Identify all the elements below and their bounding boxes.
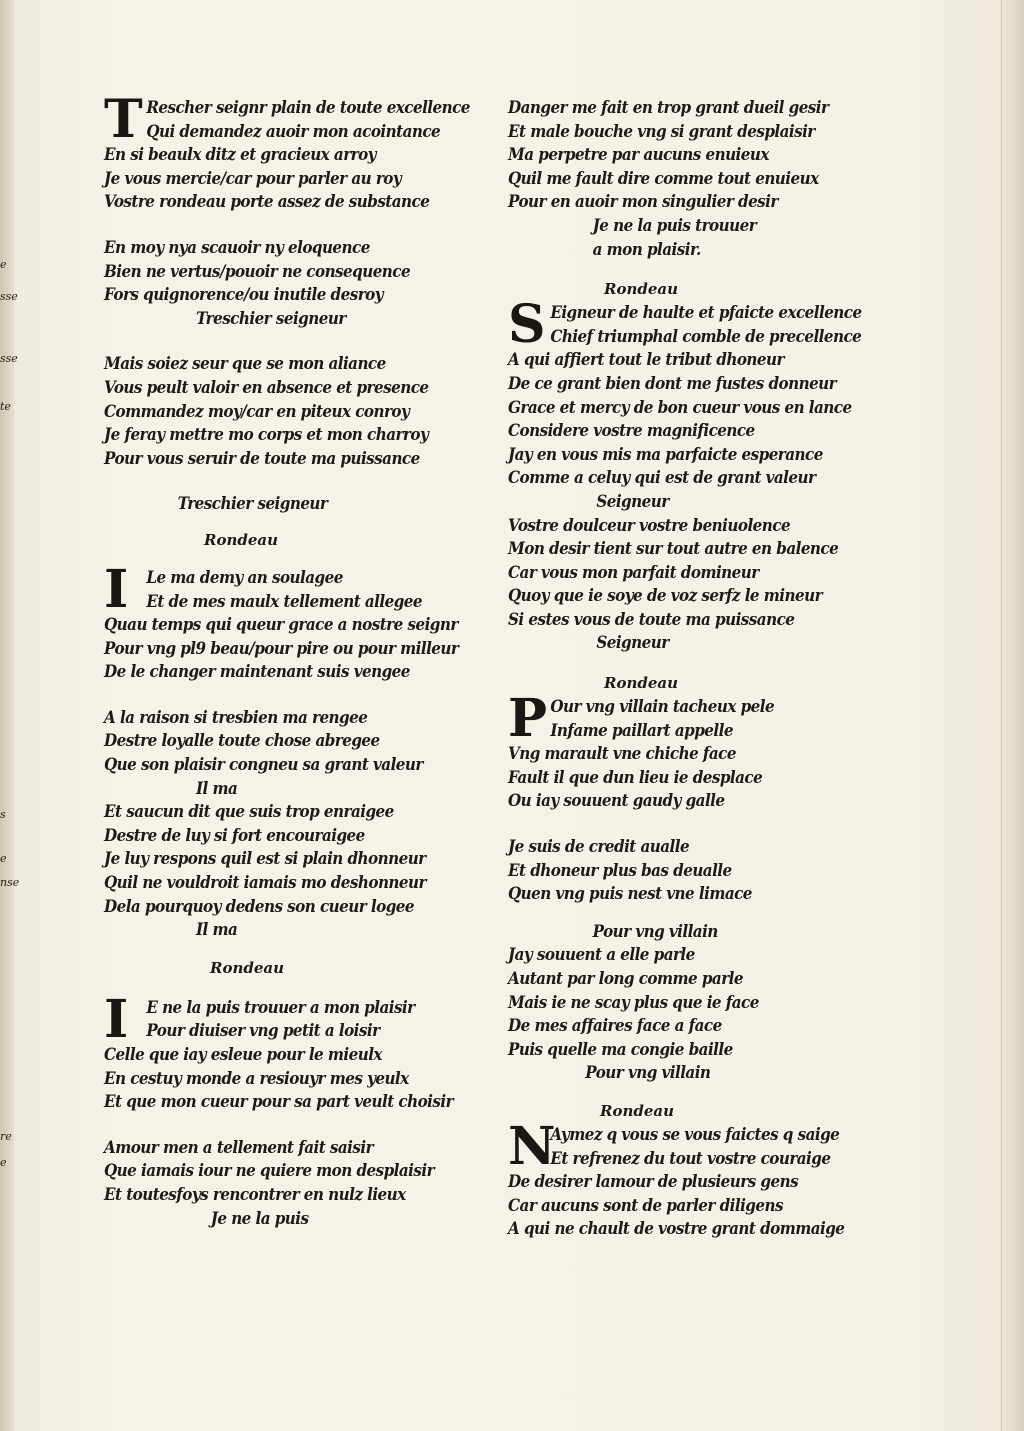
- verse-line: Commandez moy/car en piteux conroy: [104, 401, 410, 421]
- verse-line: Car vous mon parfait domineur: [508, 562, 759, 582]
- refrain-line: Je ne la puis trouuer: [592, 215, 757, 235]
- verse-line: Quoy que ie soye de voz serfz le mineur: [508, 586, 823, 606]
- gutter-shadow: [0, 0, 14, 1431]
- verse-line: Amour men a tellement fait saisir: [104, 1137, 374, 1157]
- poem-stanza: [508, 688, 908, 813]
- margin-bleed-text: re: [0, 1130, 12, 1143]
- verse-line: Rescher seignr plain de toute excellence: [146, 98, 470, 117]
- refrain-line: Pour vng villain: [585, 1063, 711, 1083]
- refrain-line: Seigneur: [596, 633, 669, 653]
- verse-line: Et dhoneur plus bas deualle: [508, 860, 732, 880]
- page-edge: [1001, 0, 1024, 1431]
- verse-line: Quil ne vouldroit iamais mo deshonneur: [104, 873, 426, 893]
- refrain-line: Pour vng villain: [592, 921, 718, 941]
- verse-line: En cestuy monde a resiouyr mes yeulx: [104, 1068, 409, 1088]
- rondeau-heading: Rondeau: [210, 958, 285, 977]
- poem-stanza: [508, 294, 908, 419]
- verse-line: Et toutesfoys rencontrer en nulz lieux: [104, 1184, 406, 1204]
- poem-stanza: [104, 988, 494, 1114]
- right-column: [508, 96, 908, 1241]
- verse-line: Pour vng pl9 beau/pour pire ou pour milleur: [104, 638, 459, 658]
- refrain-line: Il ma: [196, 920, 238, 940]
- rondeau-heading: Rondeau: [600, 1101, 675, 1120]
- refrain-line: Treschier seigneur: [177, 494, 328, 514]
- verse-line: De le changer maintenant suis vengee: [104, 662, 410, 682]
- verse-line: Je luy respons quil est si plain dhonneur: [104, 849, 426, 869]
- refrain-line: a mon plaisir.: [592, 239, 701, 259]
- verse-line: Mon desir tient sur tout autre en balence: [508, 539, 839, 559]
- refrain-line: Seigneur: [596, 491, 669, 511]
- verse-line: E ne la puis trouuer a mon plaisir: [146, 997, 415, 1017]
- refrain-line: Je ne la puis: [210, 1208, 309, 1228]
- verse-line: Car aucuns sont de parler diligens: [508, 1195, 783, 1215]
- rondeau-heading: Rondeau: [604, 674, 679, 693]
- verse-line: Autant par long comme parle: [508, 969, 743, 988]
- verse-line: Vostre rondeau porte assez de substance: [104, 192, 430, 212]
- verse-line: En si beaulx ditz et gracieux arroy: [104, 145, 376, 165]
- verse-line: Celle que iay esleue pour le mieulx: [104, 1045, 382, 1064]
- verse-line: Mais ie ne scay plus que ie face: [508, 992, 759, 1012]
- verse-line: Aymez q vous se vous faictes q saige: [550, 1124, 840, 1144]
- verse-line: Le ma demy an soulagee: [146, 567, 343, 587]
- verse-line: Je suis de credit aualle: [508, 837, 690, 857]
- verse-line: Our vng villain tacheux pele: [550, 697, 775, 717]
- verse-line: Qui demandez auoir mon acointance: [146, 121, 441, 141]
- drop-cap: I: [104, 988, 129, 1050]
- verse-line: Je vous mercie/car pour parler au roy: [104, 168, 402, 188]
- verse-line: Puis quelle ma congie baille: [508, 1039, 733, 1059]
- verse-line: Quau temps qui queur grace a nostre seignr: [104, 615, 458, 635]
- verse-line: Vous peult valoir en absence et presence: [104, 377, 429, 397]
- margin-bleed-text: te: [0, 400, 11, 413]
- verse-line: Ma perpetre par aucuns enuieux: [508, 145, 769, 165]
- margin-bleed-text: sse: [0, 290, 18, 303]
- verse-line: Mais soiez seur que se mon aliance: [104, 354, 386, 374]
- poem-stanza: [508, 1115, 908, 1241]
- drop-cap: T: [104, 89, 143, 150]
- verse-line: Fault il que dun lieu ie desplace: [508, 767, 763, 787]
- verse-line: Destre loyalle toute chose abregee: [104, 731, 380, 751]
- verse-line: De desirer lamour de plusieurs gens: [508, 1172, 799, 1192]
- verse-line: Que son plaisir congneu sa grant valeur: [104, 755, 423, 775]
- margin-bleed-text: e: [0, 1156, 7, 1169]
- verse-line: Dela pourquoy dedens son cueur logee: [104, 896, 414, 916]
- rondeau-heading: Rondeau: [604, 280, 679, 299]
- verse-line: Jay en vous mis ma parfaicte esperance: [508, 444, 823, 464]
- verse-line: Jay souuent a elle parle: [508, 945, 695, 965]
- verse-line: Eigneur de haulte et pfaicte excellence: [550, 303, 862, 323]
- verse-line: Si estes vous de toute ma puissance: [508, 609, 795, 629]
- verse-line: Pour diuiser vng petit a loisir: [146, 1021, 380, 1041]
- drop-cap: P: [508, 688, 548, 750]
- verse-line: Vostre doulceur vostre beniuolence: [508, 515, 791, 535]
- rondeau-heading: Rondeau: [204, 530, 279, 549]
- margin-bleed-text: e: [0, 852, 7, 865]
- verse-line: Et de mes maulx tellement allegee: [146, 591, 422, 611]
- verse-line: Et que mon cueur pour sa part veult choisir: [104, 1092, 454, 1112]
- left-column: [104, 89, 494, 1230]
- verse-line: De ce grant bien dont me fustes donneur: [508, 373, 837, 393]
- verse-line: A la raison si tresbien ma rengee: [104, 707, 368, 727]
- verse-line: Et male bouche vng si grant desplaisir: [508, 121, 815, 141]
- verse-line: Danger me fait en trop grant dueil gesir: [508, 98, 829, 117]
- verse-line: Quen vng puis nest vne limace: [508, 884, 752, 904]
- drop-cap: S: [508, 294, 546, 356]
- verse-line: Je feray mettre mo corps et mon charroy: [104, 425, 429, 445]
- margin-bleed-text: e: [0, 258, 7, 271]
- verse-line: Quil me fault dire comme tout enuieux: [508, 168, 819, 188]
- verse-line: Vng marault vne chiche face: [508, 744, 736, 764]
- verse-line: De mes affaires face a face: [508, 1016, 722, 1036]
- refrain-line: Treschier seigneur: [196, 308, 346, 328]
- verse-line: Que iamais iour ne quiere mon desplaisir: [104, 1161, 435, 1181]
- margin-bleed-text: sse: [0, 352, 18, 365]
- verse-line: Comme a celuy qui est de grant valeur: [508, 468, 816, 488]
- verse-line: Pour en auoir mon singulier desir: [508, 192, 778, 212]
- verse-line: Et saucun dit que suis trop enraigee: [104, 802, 394, 822]
- verse-line: Destre de luy si fort encouraigee: [104, 825, 365, 845]
- verse-line: Ou iay souuent gaudy galle: [508, 791, 725, 811]
- verse-line: Considere vostre magnificence: [508, 421, 755, 441]
- poem-stanza: [104, 89, 494, 214]
- verse-line: A qui ne chault de vostre grant dommaige: [508, 1219, 845, 1239]
- verse-line: Et refrenez du tout vostre couraige: [550, 1148, 831, 1168]
- verse-line: Pour vous seruir de toute ma puissance: [104, 448, 420, 468]
- margin-bleed-text: s: [0, 808, 6, 821]
- refrain-line: Il ma: [196, 778, 238, 798]
- verse-line: Grace et mercy de bon cueur vous en lance: [508, 397, 852, 417]
- drop-cap: N: [508, 1115, 556, 1177]
- drop-cap: I: [104, 558, 129, 620]
- verse-line: Fors quignorence/ou inutile desroy: [104, 285, 384, 305]
- verse-line: A qui affiert tout le tribut dhoneur: [508, 350, 784, 370]
- verse-line: Bien ne vertus/pouoir ne consequence: [104, 261, 411, 281]
- margin-bleed-text: nse: [0, 876, 20, 889]
- verse-line: Infame paillart appelle: [550, 720, 733, 740]
- verse-line: En moy nya scauoir ny eloquence: [104, 237, 370, 257]
- poem-stanza: [104, 558, 494, 684]
- verse-line: Chief triumphal comble de precellence: [550, 326, 862, 346]
